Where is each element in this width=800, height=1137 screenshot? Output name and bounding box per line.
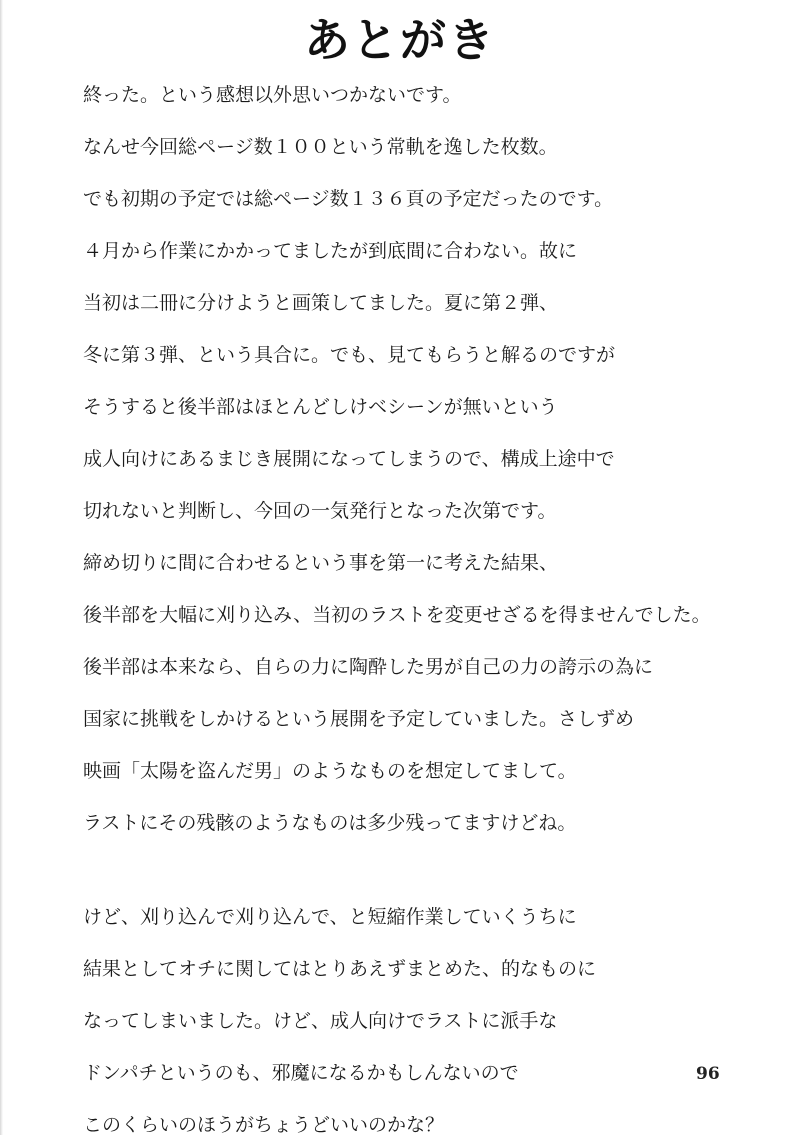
text-line: 締め切りに間に合わせるという事を第一に考えた結果、: [83, 552, 559, 574]
text-line: 結果としてオチに関してはとりあえずまとめた、的なものに: [83, 958, 597, 980]
text-line: なってしまいました。けど、成人向けでラストに派手な: [83, 1010, 558, 1032]
text-line: 成人向けにあるまじき展開になってしまうので、構成上途中で: [83, 448, 615, 470]
text-line: 切れないと判断し、今回の一気発行となった次第です。: [83, 500, 557, 522]
text-line: 国家に挑戦をしかけるという展開を予定していました。さしずめ: [83, 708, 635, 730]
text-line: なんせ今回総ページ数１００という常軌を逸した枚数。: [83, 136, 558, 158]
text-line: 後半部を大幅に刈り込み、当初のラストを変更せざるを得ませんでした。: [83, 604, 711, 626]
page-title: あとがき: [304, 13, 496, 67]
page-number: 96: [696, 1064, 720, 1084]
text-line: 当初は二冊に分けようと画策してました。夏に第２弾、: [83, 292, 559, 314]
text-line: 映画「太陽を盗んだ男」のようなものを想定してまして。: [83, 760, 577, 782]
text-line: けど、刈り込んで刈り込んで、と短縮作業していくうちに: [83, 906, 577, 928]
text-line: 終った。という感想以外思いつかないです。: [83, 84, 462, 106]
scan-edge-shadow: [0, 0, 3, 1135]
text-line: でも初期の予定では総ページ数１３６頁の予定だったのです。: [83, 188, 614, 210]
text-line: 後半部は本来なら、自らの力に陶酔した男が自己の力の誇示の為に: [83, 656, 654, 678]
text-line: ドンパチというのも、邪魔になるかもしんないので: [83, 1062, 519, 1084]
text-line: ラストにその残骸のようなものは多少残ってますけどね。: [83, 812, 577, 834]
text-line: ４月から作業にかかってましたが到底間に合わない。故に: [83, 240, 578, 262]
text-line: このくらいのほうがちょうどいいのかな？: [83, 1114, 445, 1136]
text-line: 冬に第３弾、という具合に。でも、見てもらうと解るのですが: [83, 344, 616, 366]
text-line: そうすると後半部はほとんどしけベシーンが無いという: [83, 396, 558, 418]
